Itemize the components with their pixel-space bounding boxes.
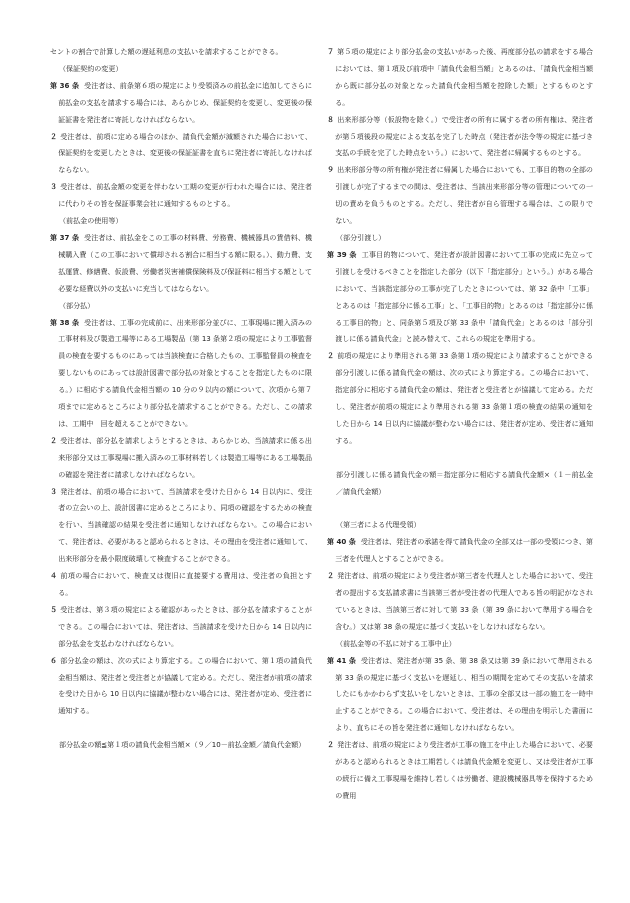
clause-number: ２ — [327, 571, 335, 581]
clause-number: ６ — [50, 655, 58, 665]
article-heading: （保証契約の変更） — [59, 63, 123, 73]
article-number: 第 36 条 — [50, 80, 80, 90]
clause-number: ４ — [50, 571, 58, 581]
article-number: 第 37 条 — [50, 232, 80, 242]
clause-paragraph — [327, 112, 593, 163]
article-text: 受注者は、前払金をこの工事の材料費、労務費、機械器具の賃借料、機械購入費（この工事において償却される割合に相当する額に限る。）、動力費、支払運賃、修繕費、仮設費、労働者災害補償保険料及び保証料に相当する額として必要な経費以外の支払いに充当してはならない。 — [58, 232, 312, 293]
clause-number: ２ — [50, 131, 58, 141]
clause-paragraph — [50, 602, 312, 653]
clause-text: 前項の場合において、検査又は復旧に直接要する費用は、受注者の負担とする。 — [58, 571, 312, 597]
clause-paragraph — [50, 179, 312, 213]
clause-text: 出来形部分等の所有権が発注者に帰属した場合においても、工事目的物の全部の引渡しが完了するまでの間は、受注者は、当該出来形部分等の管理についての一切の責めを負うものとする。ただし、発注者が自ら管理する場合は、この限りでない。 — [335, 165, 593, 226]
clause-text: 発注者は、前項の場合において、当該請求を受けた日から 14 日以内に、受注者の立会いの上、設計図書に定めるところにより、同項の確認をするための検査を行い、当該確認の結果を受注者に通知しなければならない。この場合において、発注者は、必要があると認められるときは、その理由を受注者に通知して、出来形部分を最小限度破壊して検査することができる。 — [58, 486, 312, 564]
clause-paragraph — [50, 129, 312, 180]
article-number: 第 38 条 — [50, 317, 80, 327]
clause-number: ２ — [50, 435, 58, 445]
clause-number: ９ — [327, 165, 335, 175]
clause-paragraph — [50, 653, 312, 721]
article-text: 受注者は、前条第６項の規定により受領済みの前払金に追加してさらに前払金の支払を請求する場合には、あらかじめ、保証契約を変更し、変更後の保証証書を発注者に寄託しなければならない。 — [58, 80, 312, 124]
clause-text: 受注者は、部分払を請求しようとするときは、あらかじめ、当該請求に係る出来形部分又は工事現場に搬入済みの工事材料若しくは製造工場等にある工場製品の確認を発注者に請求しなければならない。 — [58, 435, 312, 479]
clause-number: ３ — [50, 486, 58, 496]
left-column — [50, 44, 312, 754]
clause-text: 受注者は、第３項の規定による確認があったときは、部分払を請求することができる。この場合においては、発注者は、当該請求を受けた日から 14 日以内に部分払金を支払わなければならない。 — [58, 604, 312, 648]
paragraph-continuation: セントの割合で計算した額の遅延利息の支払いを請求することができる。 — [50, 47, 283, 56]
clause-text: 第５項の規定により部分払金の支払いがあった後、再度部分払の請求をする場合においては、第１項及び前項中「請負代金相当額」とあるのは、「請負代金相当額から既に部分払の対象となった請負代金相当額を控除した額」とするものとする。 — [335, 47, 593, 107]
article-heading: （前払金等の不払に対する工事中止） — [336, 638, 456, 648]
article-heading: （前払金の使用等） — [59, 216, 123, 226]
clause-text: 受注者は、前払金額の変更を伴わない工期の変更が行われた場合には、発注者に代わりその旨を保証事業会社に通知するものとする。 — [58, 182, 312, 209]
clause-number: ２ — [327, 740, 335, 750]
clause-text: 部分払金の額は、次の式により算定する。この場合において、第１項の請負代金相当額は、発注者と受注者とが協議して定める。ただし、発注者が前項の請求を受けた日から 10 日以内に協議が整わない場合には、発注者が定め、受注者に通知する。 — [58, 655, 312, 716]
clause-text: 出来形部分等（仮設物を除く。）で受注者の所有に属する者の所有権は、発注者が第５項後段の規定による支払を完了した時点（発注者が法令等の規定に基づき支払の手続を完了した時点をいう。）において、発注者に帰属するものとする。 — [335, 114, 593, 158]
clause-number: ３ — [50, 182, 58, 192]
article-paragraph — [327, 247, 593, 348]
article-paragraph — [50, 78, 312, 129]
formula: 部分払金の額≦第１項の請負代金相当額×（９／10－前払金額／請負代金額） — [59, 740, 306, 750]
clause-paragraph — [327, 162, 593, 230]
article-text: 受注者は、発注者が第 35 条、第 38 条又は第 39 条において準用される第 33 条の規定に基づく支払いを遅延し、相当の期間を定めてその支払いを請求したにもかかわらず支払いをしないときは、工事の全部又は一部の施工を一時中止することができる。この場合において、受注者は、その理由を明示した書面により、直ちにその旨を発注者に通知しなければならない。 — [335, 655, 593, 733]
clause-number: ８ — [327, 114, 335, 124]
article-heading: （部分払） — [59, 300, 95, 310]
article-paragraph — [327, 653, 593, 738]
clause-number: ７ — [327, 47, 335, 56]
article-number: 第 39 条 — [327, 249, 357, 259]
article-paragraph — [50, 315, 312, 433]
spacer — [50, 720, 312, 737]
clause-text: 発注者は、前項の規定により受注者が工事の施工を中止した場合において、必要があると認められるときは工期若しくは請負代金額を変更し、又は受注者が工事の続行に備え工事現場を維持し若しくは労働者、建設機械器具等を保持するための費用 — [335, 740, 593, 800]
clause-text: 前項の規定により準用される第 33 条第１項の規定により請求することができる部分引渡しに係る請負代金の額は、次の式により算定する。この場合において、指定部分に相応する請負代金の額は、発注者と受注者とが協議して定める。ただし、発注者が前項の規定により準用される第 33 条第１項の検査の結果の通知をした日から 14 日以内に協議が整わない場合には、発注者が定め、受注者に通知する。 — [335, 351, 593, 445]
article-number: 第 40 条 — [327, 537, 356, 547]
article-text: 受注者は、工事の完成前に、出来形部分並びに、工事現場に搬入済みの工事材料及び製造工場等にある工場製品（第 13 条第２項の規定により工事監督員の検査を要するものにあっては当該検査に合格したもの、工事監督員の検査を要しないものにあっては設計図書で部分払の対象とすることを指定したものに限る。）に相応する請負代金相当額の 10 分の９以内の額について、次項から第７項までに定めるところにより部分払を請求することができる。ただし、この請求は、工期中 回を超えることができない。 — [58, 317, 312, 428]
clause-paragraph — [50, 484, 312, 569]
clause-paragraph — [50, 433, 312, 484]
spacer — [327, 450, 593, 467]
clause-number: ２ — [327, 351, 335, 361]
spacer — [327, 500, 593, 517]
clause-text: 受注者は、前項に定める場合のほか、請負代金額が減額された場合において、保証契約を変更したときは、変更後の保証証書を直ちに発注者に寄託しなければならない。 — [58, 131, 312, 175]
article-number: 第 41 条 — [327, 655, 356, 665]
clause-paragraph — [50, 568, 312, 602]
clause-paragraph — [327, 44, 593, 112]
clause-number: ５ — [50, 604, 58, 614]
article-text: 工事目的物について、発注者が設計図書において工事の完成に先立って引渡しを受けるべきことを指定した部分（以下「指定部分」という。）がある場合において、当該指定部分の工事が完了したときについては、第 32 条中「工事」とあるのは「指定部分に係る工事」と、「工事目的物」とあるのは「指定部分に係る工事目的物」と、同条第５項及び第 33 条中「請負代金」とあるのは「部分引渡しに係る請負代金」と読み替えて、これらの規定を準用する。 — [335, 249, 593, 344]
article-paragraph — [50, 230, 312, 298]
article-heading: （第三者による代理受領） — [336, 520, 421, 530]
article-heading: （部分引渡し） — [336, 232, 386, 242]
clause-text: 発注者は、前項の規定により受注者が第三者を代理人とした場合において、受注者の提出する支払請求書に当該第三者が受注者の代理人である旨の明記がなされているときは、当該第三者に対して第 33 条（第 39 条において準用する場合を含む。）又は第 38 条の規定に基づく支払いをしなければならない。 — [335, 571, 593, 631]
clause-paragraph — [327, 348, 593, 449]
article-text: 受注者は、発注者の承諾を得て請負代金の全部又は一部の受領につき、第三者を代理人とすることができる。 — [335, 537, 593, 564]
right-column — [327, 44, 593, 805]
clause-paragraph — [327, 737, 593, 805]
clause-paragraph — [327, 568, 593, 636]
formula: 部分引渡しに係る請負代金の額＝指定部分に相応する請負代金額×（１－前払金／請負代金額） — [336, 469, 593, 496]
article-paragraph — [327, 534, 593, 568]
